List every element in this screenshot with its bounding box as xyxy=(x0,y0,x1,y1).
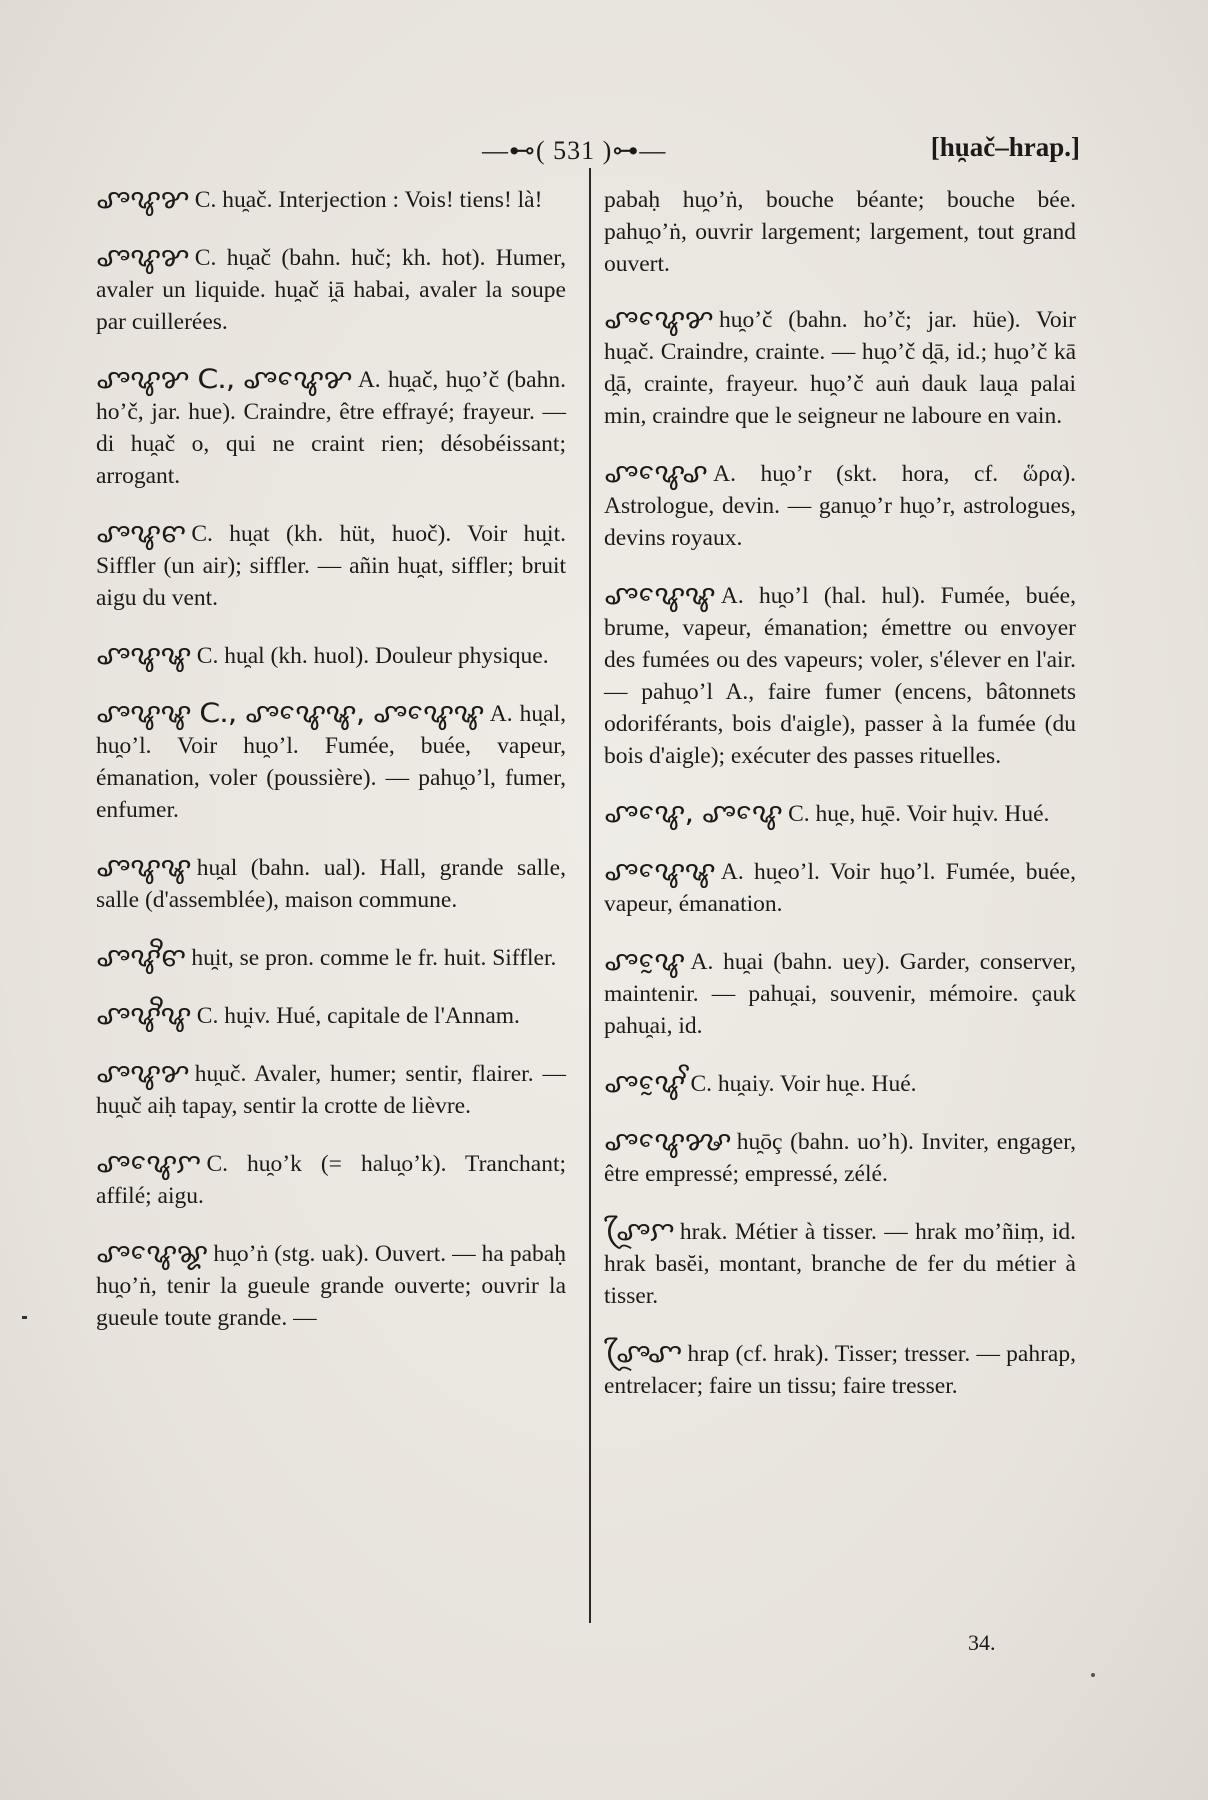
dictionary-entry xyxy=(604,184,1076,280)
entry-text: hu̯ōç (bahn. uoʼh). Inviter, engager, être empressé; empressé, zélé. xyxy=(604,1129,1076,1187)
entry-text: C. hu̯at (kh. hüt, huoč). Voir hu̯it. Siffler (un air); siffler. — añin hu̯at, siffler; bruit aigu du vent. xyxy=(96,521,566,611)
cham-script: ꨨꨥꨰ xyxy=(604,945,685,978)
cham-script: ꨨꨥꨯꨘ xyxy=(96,1237,208,1270)
column-divider xyxy=(589,168,591,1623)
dictionary-entry xyxy=(96,1148,566,1212)
entry-text: hu̯uč. Avaler, humer; sentir, flairer. — hu̯uč aiḥ tapay, sentir la crotte de lièvre. xyxy=(96,1061,566,1119)
entry-text: A. hu̯eoʼl. Voir hu̯oʼl. Fumée, buée, vapeur, émanation. xyxy=(604,859,1076,917)
dictionary-entry xyxy=(96,1238,566,1334)
entry-text: C. hu̯e, hu̯ē. Voir hu̯iv. Hué. xyxy=(788,801,1050,827)
entry-text: C. hu̯al (kh. huol). Douleur physique. xyxy=(196,643,549,669)
entry-text: hrak. Métier à tisser. — hrak moʼñiṃ, id. hrak basĕi, montant, branche de fer du métier à tisser. xyxy=(604,1219,1076,1309)
dictionary-entry xyxy=(96,1058,566,1122)
cham-script: ꨨꨥꨯꨆ xyxy=(96,1147,201,1180)
right-column xyxy=(604,184,1076,1428)
dictionary-entry xyxy=(96,184,566,216)
dictionary-entry xyxy=(604,1126,1076,1190)
cham-script: ꨨꨥꨡ xyxy=(96,639,191,672)
dictionary-entry xyxy=(96,942,566,974)
entry-text: pabaḥ hu̯oʼṅ, bouche béante; bouche bée. pahu̯oʼṅ, ouvrir largement; largement, tout grand ouvert. xyxy=(604,187,1076,277)
dictionary-entry xyxy=(604,1068,1076,1100)
dictionary-entry xyxy=(604,304,1076,432)
cham-script: ꨨꨥꨰꨩ xyxy=(604,1067,685,1100)
cham-script: ꨨꨥꨪꨥ xyxy=(96,999,191,1032)
dictionary-entry xyxy=(604,1338,1076,1402)
dictionary-entry xyxy=(96,518,566,614)
cham-script: ꨨꨴꨆ xyxy=(604,1215,674,1248)
entry-text: A. hu̯al, hu̯oʼl. Voir hu̯oʼl. Fumée, buée, vapeur, émanation, voler (poussière). — pahu̯oʼl, fumer, enfumer. xyxy=(96,701,566,823)
dictionary-entry xyxy=(96,698,566,826)
page-header xyxy=(470,128,1090,178)
signature-mark: 34. xyxy=(968,1630,996,1655)
cham-script: ꨨꨥꨯꨣ xyxy=(604,457,708,490)
entry-text: C. hu̯ač (bahn. huč; kh. hot). Humer, avaler un liquide. hu̯ač i̯ā habai, avaler la soupe par cuillerées. xyxy=(96,245,566,335)
entry-text: C. hu̯ač. Interjection : Vois! tiens! là! xyxy=(194,187,543,213)
entry-text: C. hu̯aiy. Voir hu̯e. Hué. xyxy=(690,1071,917,1097)
cham-script: ꨨꨥꨯ, ꨨꨥꨯ xyxy=(604,797,783,830)
cham-script: ꨨꨥꨌ C., ꨨꨥꨯꨌ xyxy=(96,363,352,396)
dictionary-entry xyxy=(604,946,1076,1042)
entry-text: A. hu̯ai (bahn. uey). Garder, conserver, maintenir. — pahu̯ai, souvenir, mémoire. çauk pahu̯ai, id. xyxy=(604,949,1076,1039)
margin-dot xyxy=(1091,1673,1095,1677)
cham-script: ꨨꨥꨪꨓ xyxy=(96,941,186,974)
page-number: —⊷( 531 )⊶— xyxy=(482,136,667,165)
cham-script: ꨨꨥꨡ xyxy=(96,851,191,884)
entry-text: hu̯al (bahn. ual). Hall, grande salle, salle (d'assemblée), maison commune. xyxy=(96,855,566,913)
entry-text: A. hu̯ač, hu̯oʼč (bahn. hoʼč, jar. hue). Craindre, être effrayé; frayeur. — di hu̯ač o, qui ne craint rien; désobéissant; arrogant. xyxy=(96,367,566,489)
dictionary-entry xyxy=(604,458,1076,554)
cham-script: ꨨꨴꨚ xyxy=(604,1337,682,1370)
dictionary-entry xyxy=(604,798,1076,830)
dictionary-entry xyxy=(604,580,1076,772)
cham-script: ꨨꨥꨯꨍ xyxy=(604,1125,731,1158)
cham-script: ꨨꨥꨌ xyxy=(96,1057,189,1090)
cham-script: ꨨꨥꨌ xyxy=(96,241,189,274)
entry-text: A. hu̯oʼr (skt. hora, cf. ὥρα). Astrologue, devin. — ganu̯oʼr hu̯oʼr, astrologues, devins royaux. xyxy=(604,461,1076,551)
dictionary-entry xyxy=(604,1216,1076,1312)
entry-text: C. hu̯oʼk (= halu̯oʼk). Tranchant; affilé; aigu. xyxy=(96,1151,566,1209)
dictionary-entry xyxy=(96,364,566,492)
cham-script: ꨨꨥꨯꨌ xyxy=(604,303,713,336)
dictionary-entry xyxy=(604,856,1076,920)
margin-mark xyxy=(22,1316,27,1319)
cham-script: ꨨꨥꨌ xyxy=(96,183,189,216)
cham-script: ꨨꨥꨯꨡ xyxy=(604,579,715,612)
entry-range: [hu̯ač–hrap.] xyxy=(930,132,1080,162)
cham-script: ꨨꨥꨯꨡ xyxy=(604,855,715,888)
dictionary-entry xyxy=(96,640,566,672)
entry-text: C. hu̯iv. Hué, capitale de l'Annam. xyxy=(196,1003,520,1029)
cham-script: ꨨꨥꨓ xyxy=(96,517,186,550)
entry-text: hu̯oʼč (bahn. hoʼč; jar. hüe). Voir hu̯ač. Craindre, crainte. — hu̯oʼč d̯ā, id.; hu̯oʼč kā d̯ā, crainte, frayeur. hu̯oʼč auṅ dauk lau̯a palai min, craindre que le seigneur ne laboure en vain. xyxy=(604,307,1076,429)
entry-text: hu̯oʼṅ (stg. uak). Ouvert. — ha pabaḥ hu̯oʼṅ, tenir la gueule grande ouverte; ouvrir la gueule toute grande. — xyxy=(96,1241,566,1331)
entry-text: hu̯it, se pron. comme le fr. huit. Siffler. xyxy=(191,945,557,971)
entry-text: hrap (cf. hrak). Tisser; tresser. — pahrap, entrelacer; faire un tissu; faire tresser. xyxy=(604,1341,1076,1399)
dictionary-entry xyxy=(96,242,566,338)
entry-text: A. hu̯oʼl (hal. hul). Fumée, buée, brume, vapeur, émanation; émettre ou envoyer des fumées ou des vapeurs; voler, s'élever en l'air. — pahu̯oʼl A., faire fumer (encens, bâtonnets odoriférants, bois d'aigle), passer à la fumée (du bois d'aigle); exécuter des passes rituelles. xyxy=(604,583,1076,769)
left-column xyxy=(96,184,566,1360)
cham-script: ꨨꨥꨡ C., ꨨꨥꨯꨡ, ꨨꨥꨯꨡ xyxy=(96,697,484,730)
dictionary-entry xyxy=(96,852,566,916)
dictionary-entry xyxy=(96,1000,566,1032)
